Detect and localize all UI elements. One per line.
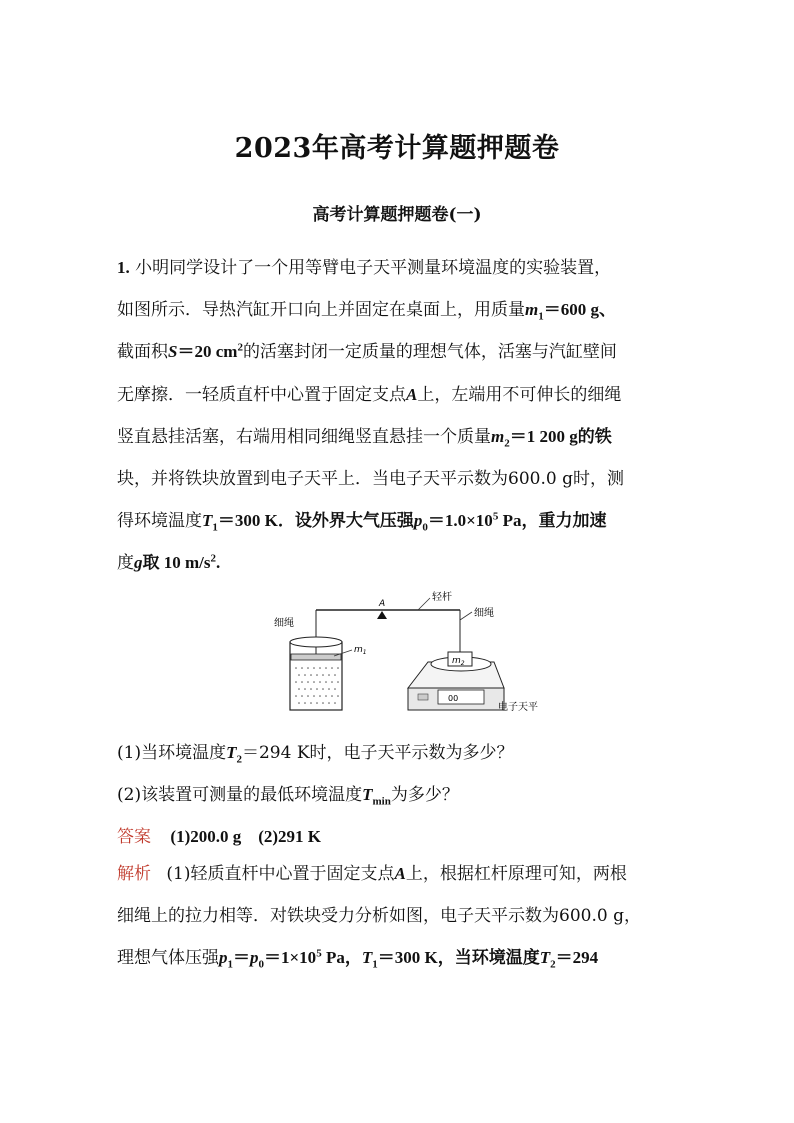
math-symbol: T	[226, 743, 237, 762]
math-subscript: 2	[504, 437, 510, 450]
right-rope-label: 细绳	[474, 608, 494, 619]
left-rope-label: 细绳	[274, 618, 294, 629]
analysis-line-3	[117, 937, 682, 979]
apparatus-figure	[268, 590, 538, 722]
math-value: ＝600 g、	[543, 300, 616, 320]
problem-text: 无摩擦．一轻质直杆中心置于固定支点	[117, 384, 406, 405]
problem-text: 竖直悬挂活塞，右端用相同细绳竖直悬挂一个质量	[117, 426, 491, 447]
math-value: ＝1.0×10	[427, 511, 493, 531]
balance-display	[438, 690, 484, 704]
question-2	[117, 780, 459, 808]
problem-line-2	[117, 289, 682, 331]
math-symbol: T	[361, 948, 373, 968]
math-value: ＝300 K．设外界大气压强	[217, 511, 414, 531]
problem-text: 的活塞封闭一定质量的理想气体，活塞与汽缸壁间	[242, 342, 617, 363]
gas-region	[291, 660, 341, 709]
question-text: 为多少？	[390, 785, 459, 805]
piston-mass-label: $m_1$	[354, 645, 367, 656]
pivot-triangle-icon	[377, 611, 387, 619]
problem-line-4	[117, 374, 682, 416]
document-subtitle: 高考计算题押题卷(一)	[312, 205, 482, 225]
piston	[291, 654, 341, 660]
document-title: 2023年高考计算题押题卷	[234, 133, 560, 164]
math-subscript: 1	[372, 958, 378, 971]
math-superscript: 5	[492, 510, 499, 523]
math-subscript: 0	[258, 958, 264, 971]
math-symbol: S	[168, 342, 178, 362]
question-text: ＝294 K时，电子天平示数为多少？	[241, 743, 514, 763]
balance-label: 电子天平	[498, 702, 538, 713]
math-value: ＝1×10	[264, 948, 317, 968]
analysis-line-1	[117, 853, 682, 895]
rod-label: 轻杆	[432, 592, 452, 603]
cylinder-rim	[290, 637, 342, 647]
math-value: ＝1 200 g的铁	[509, 426, 612, 446]
analysis-text: 细绳上的拉力相等．对铁块受力分析如图，电子天平示数为600.0 g，	[117, 906, 641, 927]
math-symbol: A	[394, 864, 406, 883]
balance-button-icon	[418, 694, 428, 700]
math-symbol: p	[250, 948, 259, 968]
math-subscript: 0	[422, 521, 428, 534]
answer-text: (1)200.0 g (2)291 K	[170, 827, 322, 846]
math-symbol: T	[202, 511, 213, 531]
math-value: ＝20 cm	[177, 342, 238, 362]
answer-row	[117, 822, 321, 847]
problem-text: 截面积	[117, 342, 168, 363]
math-subscript: min	[372, 795, 391, 808]
question-text: (2)该装置可测量的最低环境温度	[117, 785, 363, 805]
problem-text: 小明同学设计了一个用等臂电子天平测量环境温度的实验装置，	[135, 258, 612, 278]
math-value: .	[216, 553, 221, 573]
math-subscript: 2	[236, 753, 242, 766]
balance-display-value: 00	[448, 694, 459, 703]
math-symbol: A	[406, 384, 418, 404]
math-value: ＝294	[555, 948, 599, 968]
problem-line-3	[117, 331, 682, 373]
question-1	[117, 738, 514, 766]
math-subscript: 2	[550, 958, 556, 971]
problem-text: 度	[117, 553, 134, 574]
math-value: Pa，重力加速	[498, 511, 607, 531]
math-superscript: 2	[210, 552, 216, 565]
rod-leader-line	[418, 598, 430, 610]
problem-line-8	[117, 542, 682, 584]
problem-statement	[117, 247, 682, 585]
iron-mass-label: $m_2$	[452, 656, 465, 667]
math-value: ＝	[233, 948, 250, 968]
math-value: 取 10 m/s	[142, 553, 211, 573]
apparatus-diagram	[268, 590, 538, 722]
analysis-text: 上，根据杠杆原理可知，两根	[405, 864, 627, 884]
problem-line-1	[117, 247, 682, 289]
math-value: Pa，	[321, 948, 362, 968]
math-symbol: m	[491, 426, 505, 446]
piston-leader-line	[334, 650, 352, 656]
problem-line-6	[117, 458, 682, 500]
math-symbol: m	[525, 300, 539, 320]
right-rope-leader-line	[460, 612, 472, 620]
math-subscript: 1	[212, 521, 218, 534]
math-symbol: T	[362, 785, 373, 804]
math-symbol: p	[413, 511, 423, 531]
question-text: (1)当环境温度	[117, 743, 227, 763]
math-subscript: 1	[227, 958, 233, 971]
math-symbol: g	[134, 553, 143, 573]
math-symbol: T	[539, 948, 551, 968]
answer-label: 答案	[117, 827, 151, 847]
math-value: ＝300 K，当环境温度	[377, 948, 540, 968]
problem-line-5	[117, 416, 682, 458]
problem-text: 上，左端用不可伸长的细绳	[417, 384, 622, 405]
problem-text: 得环境温度	[117, 511, 202, 532]
problem-line-7	[117, 500, 682, 542]
math-subscript: 1	[538, 310, 544, 323]
analysis-text: (1)轻质直杆中心置于固定支点	[166, 864, 395, 884]
math-superscript: 2	[237, 341, 243, 354]
pivot-label: A	[379, 599, 386, 609]
math-symbol: p	[219, 948, 228, 968]
problem-text: 如图所示．导热汽缸开口向上并固定在桌面上，用质量	[117, 300, 525, 321]
math-superscript: 5	[316, 947, 322, 960]
analysis-text: 理想气体压强	[117, 948, 219, 969]
problem-text: 块，并将铁块放置到电子天平上．当电子天平示数为600.0 g时，测	[117, 468, 624, 489]
problem-number: 1.	[117, 258, 130, 277]
analysis-label: 解析	[117, 864, 151, 884]
analysis-section	[117, 853, 682, 980]
analysis-line-2	[117, 895, 682, 937]
